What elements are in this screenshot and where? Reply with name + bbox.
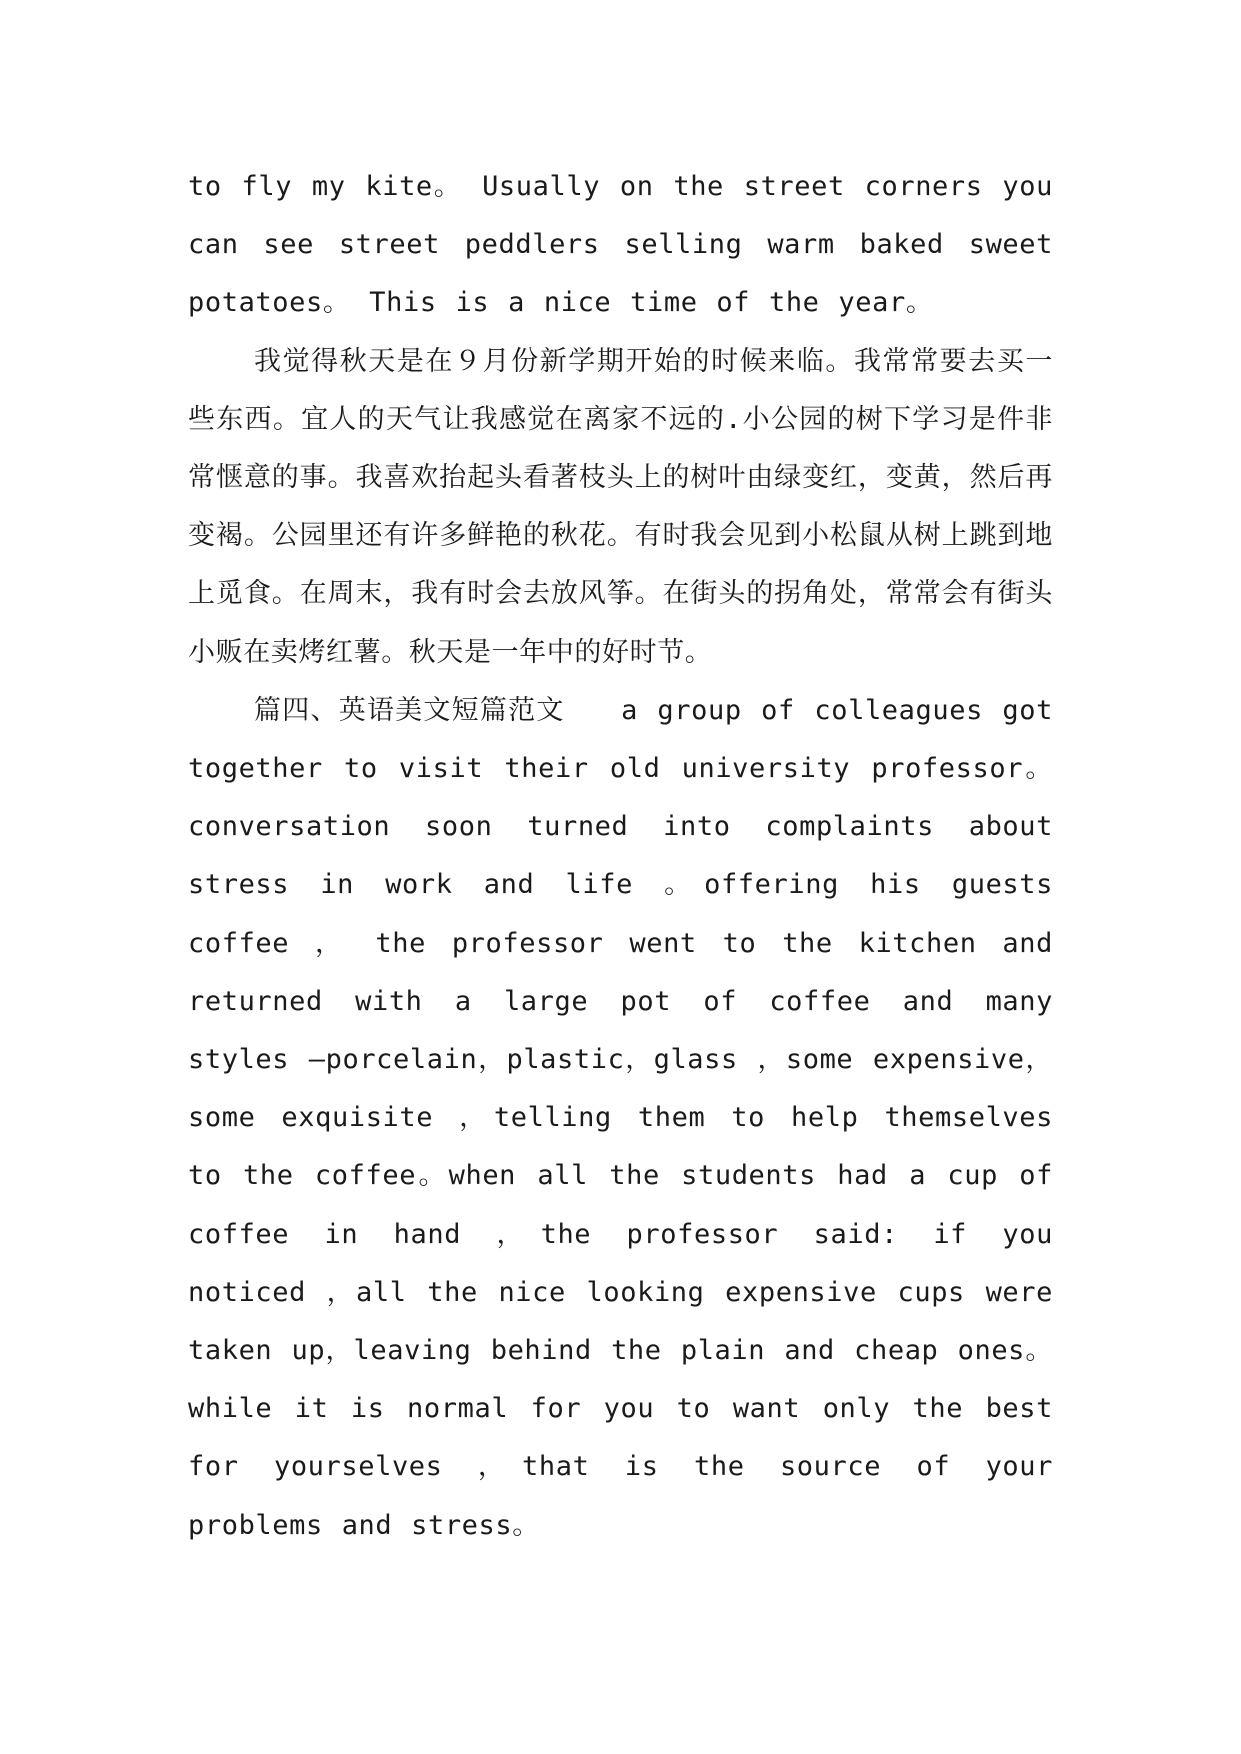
paragraph-english-autumn-ending: to fly my kite。 Usually on the street corners you can see street peddlers selling warm baked sweet potatoes。 This is a nice time of the year。	[188, 171, 1053, 319]
paragraph-chinese-autumn: 我觉得秋天是在９月份新学期开始的时候来临。我常常要去买一些东西。宜人的天气让我感觉在离家不远的.小公园的树下学习是件非常惬意的事。我喜欢抬起头看著枝头上的树叶由绿变红，变黄，然后再变褐。公园里还有许多鲜艳的秋花。有时我会见到小松鼠从树上跳到地上觅食。在周末，我有时会去放风筝。在街头的拐角处，常常会有街头小贩在卖烤红薯。秋天是一年中的好时节。	[188, 345, 1053, 668]
document-body	[188, 158, 1053, 1555]
paragraph-section-four-coffee-story: 篇四、英语美文短篇范文 a group of colleagues got together to visit their old university professor。conversation soon turned into complaints about stress in work and life 。offering his guests coffee ， the professor went to the kitchen and returned with a large pot of coffee and many styles —porcelain，plastic，glass ，some expensive， some exquisite ，telling them to help themselves to the coffee。when all the students had a cup of coffee in hand ，the professor said: if you noticed ，all the nice looking expensive cups were taken up，leaving behind the plain and cheap ones。 while it is normal for you to want only the best for yourselves ，that is the source of your problems and stress。	[188, 694, 1053, 1541]
